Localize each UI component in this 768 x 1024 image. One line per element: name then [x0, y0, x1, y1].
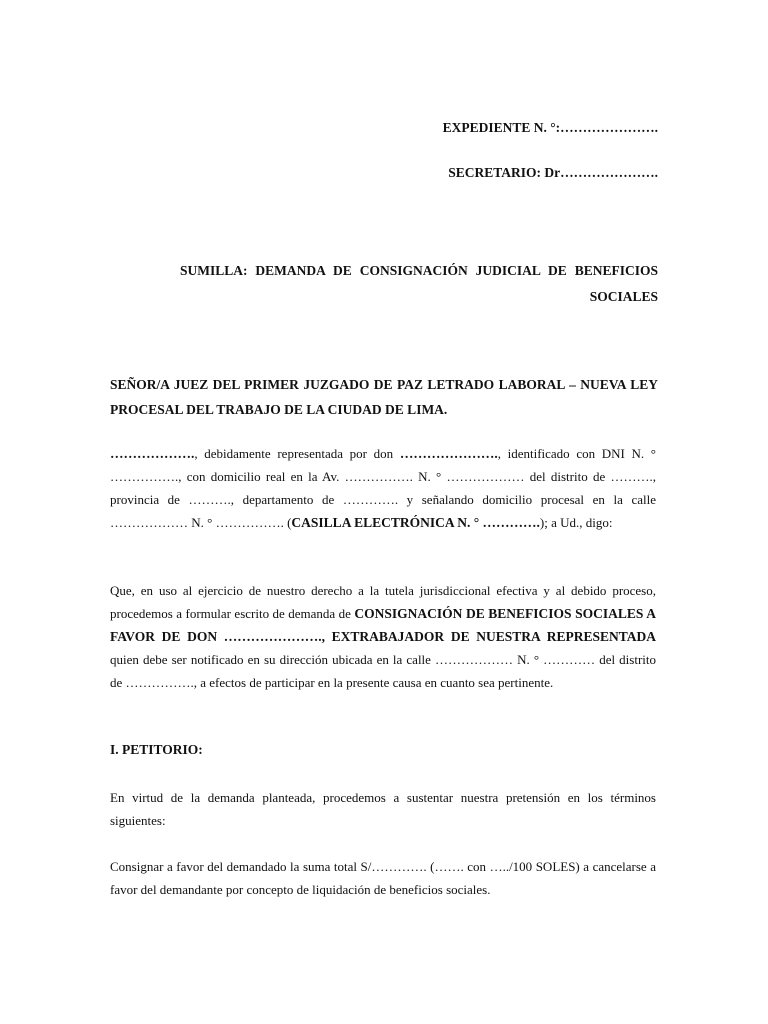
party-blank: ……………….	[110, 446, 195, 461]
que-text-2: quien debe ser notificado en su dirección ubicada en la calle ……………… N. ° ………… del distrito de ……………., a efectos de participar en la presente causa en cuanto sea pertinente.	[110, 652, 656, 690]
sumilla: SUMILLA: DEMANDA DE CONSIGNACIÓN JUDICIAL DE BENEFICIOS SOCIALES	[180, 263, 658, 304]
petitorio-title: I. PETITORIO:	[110, 742, 203, 757]
intro-text-3: ); a Ud., digo:	[539, 515, 613, 530]
addressee-heading: SEÑOR/A JUEZ DEL PRIMER JUZGADO DE PAZ LETRADO LABORAL – NUEVA LEY PROCESAL DEL TRABAJO DE LA CIUDAD DE LIMA.	[110, 377, 658, 417]
petitorio-paragraph-2: Consignar a favor del demandado la suma total S/…………. (……. con …../100 SOLES) a cancelarse a favor del demandante por concepto de liquidación de beneficios sociales.	[110, 859, 656, 897]
que-paragraph	[110, 579, 656, 694]
petitorio-paragraph-1: En virtud de la demanda planteada, procedemos a sustentar nuestra pretensión en los términos siguientes:	[110, 790, 656, 828]
intro-paragraph	[110, 442, 656, 534]
que-text-1: Que, en uso al ejercicio de nuestro derecho a la tutela jurisdiccional efectiva y al debido proceso, procedemos a formular escrito de demanda de	[110, 583, 656, 621]
intro-text-2: , identificado con DNI N. ° ……………., con domicilio real en la Av. ……………. N. ° ……………… del distrito de ………., provincia de ………., departamento de …………. y señalando domicilio procesal en la calle ……………… N. ° ……………. (	[110, 446, 656, 530]
expediente-line: EXPEDIENTE N. °:………………….	[442, 120, 658, 135]
secretario-line: SECRETARIO: Dr………………….	[448, 165, 658, 180]
que-bold-claim: CONSIGNACIÓN DE BENEFICIOS SOCIALES A FAVOR DE DON …………………., EXTRABAJADOR DE NUESTRA REPRESENTADA	[110, 606, 656, 644]
representative-blank: ………………….	[399, 446, 498, 461]
casilla-electronica: CASILLA ELECTRÓNICA N. ° ………….	[291, 515, 540, 530]
intro-text-1: , debidamente representada por don	[194, 446, 400, 461]
